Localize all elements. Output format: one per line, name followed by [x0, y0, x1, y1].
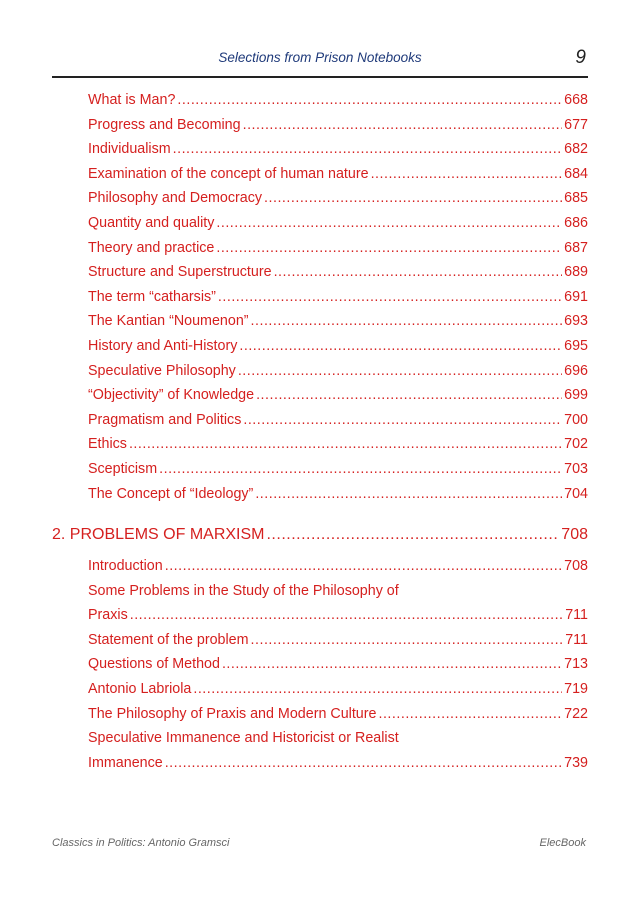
toc-entry-label: Individualism	[88, 141, 171, 158]
toc-entry-page: 702	[564, 436, 588, 453]
toc-entry[interactable]	[52, 190, 588, 215]
leader-dots	[266, 526, 559, 544]
page-number: 9	[575, 47, 586, 68]
leader-dots	[216, 215, 562, 231]
toc-entry-page: 687	[564, 239, 588, 256]
toc-entry-label: Philosophy and Democracy	[88, 190, 263, 207]
toc-entry-page: 700	[564, 411, 588, 428]
toc-section-label: 2. PROBLEMS OF MARXISM	[52, 526, 265, 544]
toc-entry-page: 685	[564, 190, 588, 207]
toc-entry-questions-of-method[interactable]	[52, 656, 588, 681]
toc-entry[interactable]	[52, 486, 588, 511]
toc-entry-label: Pragmatism and Politics	[88, 411, 242, 428]
toc-section-problems-of-marxism[interactable]	[52, 526, 588, 552]
toc-entry[interactable]	[52, 412, 588, 437]
toc-entry-label: Progress and Becoming	[88, 116, 241, 133]
header-title: Selections from Prison Notebooks	[218, 50, 422, 65]
toc-entry[interactable]	[52, 461, 588, 486]
toc-entry-page: 699	[564, 387, 588, 404]
toc-entry-introduction[interactable]	[52, 558, 588, 583]
leader-dots	[177, 92, 562, 108]
toc-entry-page: 711	[565, 607, 588, 624]
toc-entry-label: Statement of the problem	[88, 631, 249, 648]
toc-entry[interactable]	[52, 215, 588, 240]
toc-entry[interactable]	[52, 289, 588, 314]
page-header	[52, 47, 588, 74]
footer-book-title: Classics in Politics: Antonio Gramsci	[52, 837, 230, 849]
toc-entry-page: 711	[565, 631, 588, 648]
toc-entry-label: “Objectivity” of Knowledge	[88, 387, 255, 404]
leader-dots	[274, 264, 563, 280]
toc-entry-some-problems-line2[interactable]	[52, 607, 588, 632]
toc-entry-label: Introduction	[88, 558, 163, 575]
leader-dots	[239, 338, 562, 354]
footer-publisher: ElecBook	[539, 837, 586, 849]
page-footer	[52, 837, 588, 853]
toc-entry-page: 695	[564, 337, 588, 354]
toc-entry-label: Quantity and quality	[88, 214, 215, 231]
toc-entry-page: 691	[564, 288, 588, 305]
toc-entry-label: What is Man?	[88, 92, 176, 108]
leader-dots	[165, 558, 562, 574]
leader-dots	[193, 681, 562, 697]
leader-dots	[251, 632, 564, 648]
toc-entry-label: History and Anti-History	[88, 337, 238, 354]
toc-section-page: 708	[561, 526, 588, 544]
leader-dots	[256, 387, 562, 403]
leader-dots	[251, 313, 563, 329]
toc-entry-statement[interactable]	[52, 632, 588, 657]
toc-entry[interactable]	[52, 313, 588, 338]
leader-dots	[255, 486, 562, 502]
leader-dots	[218, 289, 562, 305]
toc-entry[interactable]	[52, 240, 588, 265]
toc-entry-page: 686	[564, 214, 588, 231]
toc-entry-page: 704	[564, 485, 588, 502]
toc-entry-page: 703	[564, 460, 588, 477]
toc-entry-page: 693	[564, 313, 588, 330]
toc-entry-label: The Kantian “Noumenon”	[88, 313, 249, 330]
toc-entry[interactable]	[52, 436, 588, 461]
toc-entry-praxis-culture[interactable]	[52, 706, 588, 731]
toc-entry-label: Antonio Labriola	[88, 681, 192, 698]
toc-entry-immanence-line1[interactable]	[52, 730, 588, 755]
leader-dots	[243, 412, 562, 428]
toc-entry-labriola[interactable]	[52, 681, 588, 706]
toc-entry[interactable]	[52, 338, 588, 363]
toc-entry[interactable]	[52, 387, 588, 412]
toc-entry[interactable]	[52, 264, 588, 289]
leader-dots	[264, 190, 562, 206]
toc-entry-label: Praxis	[88, 607, 128, 624]
toc-entry-label: Structure and Superstructure	[88, 264, 272, 281]
toc-entry-label: Speculative Immanence and Historicist or Realist	[88, 730, 399, 747]
toc-entry-some-problems-line1[interactable]	[52, 583, 588, 608]
table-of-contents	[52, 92, 588, 779]
header-rule	[52, 76, 588, 78]
toc-entry[interactable]	[52, 92, 588, 117]
toc-entry-page: 696	[564, 362, 588, 379]
toc-entry-page: 719	[564, 681, 588, 698]
toc-entry-label: Questions of Method	[88, 656, 220, 673]
toc-entry-label: Speculative Philosophy	[88, 362, 236, 379]
leader-dots	[216, 240, 562, 256]
toc-entry-label: The term “catharsis”	[88, 288, 216, 305]
toc-entry-page: 722	[564, 705, 588, 722]
toc-entry-label: The Philosophy of Praxis and Modern Culture	[88, 705, 377, 722]
leader-dots	[243, 117, 563, 133]
toc-entry-page: 682	[564, 141, 588, 158]
leader-dots	[165, 755, 562, 771]
leader-dots	[129, 436, 562, 452]
leader-dots	[159, 461, 562, 477]
toc-entry-page: 739	[564, 754, 588, 771]
leader-dots	[130, 607, 563, 623]
leader-dots	[378, 706, 562, 722]
toc-entry-label: The Concept of “Ideology”	[88, 485, 254, 502]
toc-entry-page: 677	[564, 116, 588, 133]
leader-dots	[371, 166, 563, 182]
toc-entry[interactable]	[52, 117, 588, 142]
toc-entry[interactable]	[52, 166, 588, 191]
toc-entry-page: 689	[564, 264, 588, 281]
toc-entry-immanence-line2[interactable]	[52, 755, 588, 780]
toc-entry-label: Examination of the concept of human nature	[88, 165, 369, 182]
toc-entry-label: Theory and practice	[88, 239, 215, 256]
toc-entry-label: Immanence	[88, 754, 163, 771]
toc-entry-page: 684	[564, 165, 588, 182]
toc-entry[interactable]	[52, 141, 588, 166]
toc-entry-page: 713	[564, 656, 588, 673]
leader-dots	[173, 141, 563, 157]
toc-group-1	[52, 92, 588, 510]
leader-dots	[238, 363, 562, 379]
toc-entry-label: Ethics	[88, 436, 127, 453]
toc-entry[interactable]	[52, 363, 588, 388]
toc-entry-label: Some Problems in the Study of the Philosophy of	[88, 582, 399, 599]
leader-dots	[222, 656, 562, 672]
toc-entry-label: Scepticism	[88, 460, 158, 477]
toc-entry-page: 708	[564, 558, 588, 575]
toc-entry-page: 668	[564, 92, 588, 108]
